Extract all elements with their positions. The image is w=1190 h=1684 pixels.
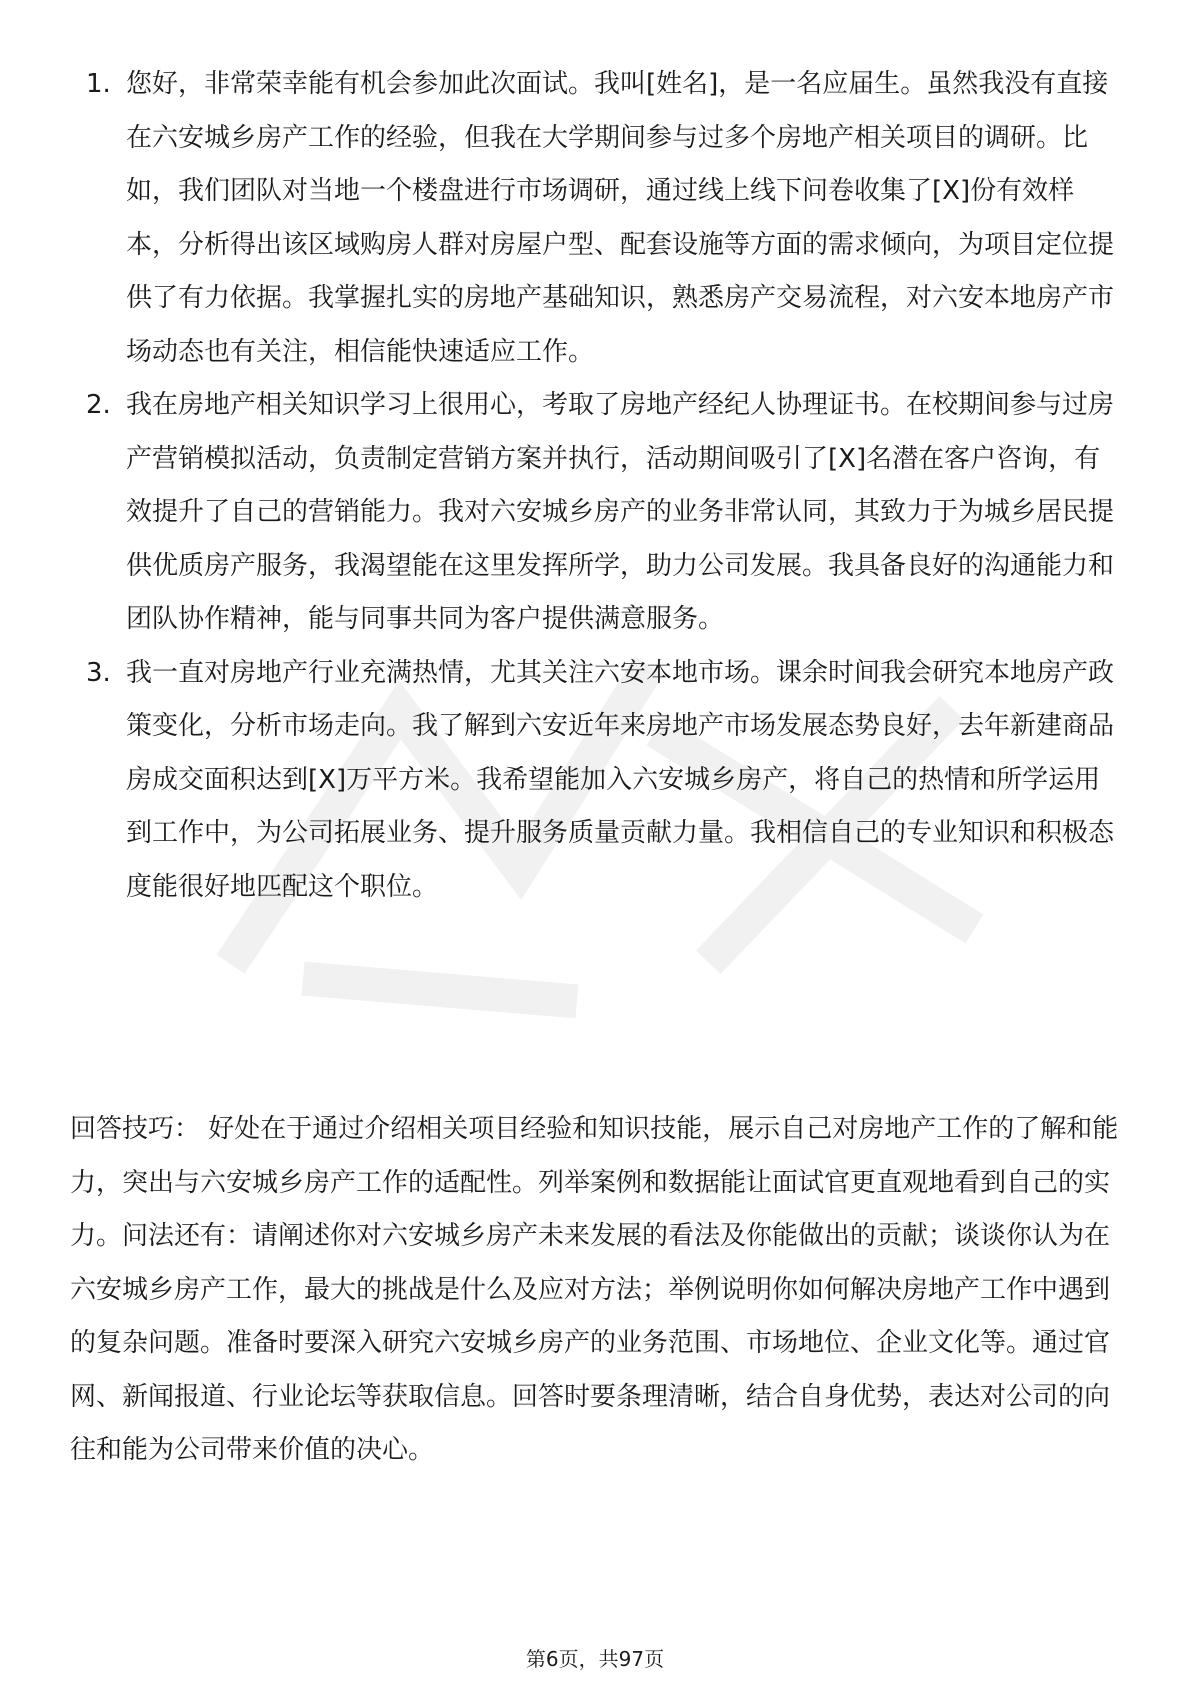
answer-number: 3. [86, 657, 111, 688]
answer-item-2 [70, 379, 1122, 647]
answer-text: 我一直对房地产行业充满热情，尤其关注六安本地市场。课余时间我会研究本地房产政策变化，分析市场走向。我了解到六安近年来房地产市场发展态势良好，去年新建商品房成交面积达到[X]万平方米。我希望能加入六安城乡房产，将自己的热情和所学运用到工作中，为公司拓展业务、提升服务质量贡献力量。我相信自己的专业知识和积极态度能很好地匹配这个职位。 [126, 657, 1115, 902]
answer-list [70, 58, 1122, 914]
answer-item-1 [70, 58, 1122, 379]
answer-text: 我在房地产相关知识学习上很用心，考取了房地产经纪人协理证书。在校期间参与过房产营销模拟活动，负责制定营销方案并执行，活动期间吸引了[X]名潜在客户咨询，有效提升了自己的营销能力。我对六安城乡房产的业务非常认同，其致力于为城乡居民提供优质房产服务，我渴望能在这里发挥所学，助力公司发展。我具备良好的沟通能力和团队协作精神，能与同事共同为客户提供满意服务。 [126, 390, 1115, 634]
answer-text: 您好，非常荣幸能有机会参加此次面试。我叫[姓名]，是一名应届生。虽然我没有直接在六安城乡房产工作的经验，但我在大学期间参与过多个房地产相关项目的调研。比如，我们团队对当地一个楼盘进行市场调研，通过线上线下问卷收集了[X]份有效样本，分析得出该区域购房人群对房屋户型、配套设施等方面的需求倾向，为项目定位提供了有力依据。我掌握扎实的房地产基础知识，熟悉房产交易流程，对六安本地房产市场动态也有关注，相信能快速适应工作。 [126, 69, 1115, 367]
answer-tips-paragraph: 回答技巧： 好处在于通过介绍相关项目经验和知识技能，展示自己对房地产工作的了解和能力，突出与六安城乡房产工作的适配性。列举案例和数据能让面试官更直观地看到自己的实力。问法还有：请阐述你对六安城乡房产未来发展的看法及你能做出的贡献；谈谈你认为在六安城乡房产工作，最大的挑战是什么及应对方法；举例说明你如何解决房地产工作中遇到的复杂问题。准备时要深入研究六安城乡房产的业务范围、市场地位、企业文化等。通过官网、新闻报道、行业论坛等获取信息。回答时要条理清晰，结合自身优势，表达对公司的向往和能为公司带来价值的决心。 [70, 1114, 1119, 1465]
answer-item-3 [70, 647, 1122, 915]
page-number-footer: 第6页，共97页 [525, 1647, 665, 1671]
answer-number: 1. [86, 69, 111, 99]
answer-number: 2. [86, 390, 111, 420]
